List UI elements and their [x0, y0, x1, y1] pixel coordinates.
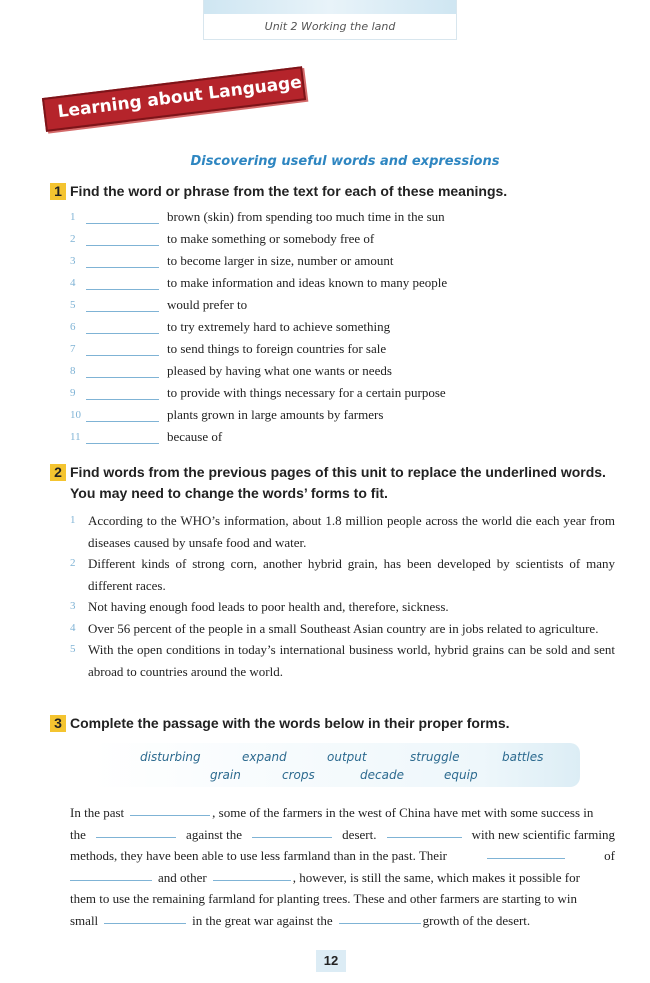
item-number: 4 [70, 621, 76, 634]
word-bank-item: decade [360, 768, 404, 782]
section-number: 1 [50, 183, 66, 200]
list-item [70, 404, 630, 426]
item-definition: to make information and ideas known to many people [167, 275, 448, 290]
word-bank-item: struggle [410, 750, 460, 764]
answer-blank[interactable] [86, 255, 159, 268]
item-number: 11 [70, 431, 81, 443]
item-sentence: Not having enough food leads to poor health and, therefore, sickness. [88, 599, 449, 614]
passage-line [70, 910, 615, 932]
item-number: 9 [70, 387, 76, 399]
item-number: 2 [70, 557, 76, 569]
section-instruction: Complete the passage with the words below in their proper forms. [70, 715, 510, 731]
list-item [70, 294, 630, 316]
section-banner [42, 66, 306, 132]
item-definition: because of [167, 429, 223, 444]
item-number: 8 [70, 365, 76, 377]
list-item [70, 206, 630, 228]
item-number: 3 [70, 255, 76, 267]
word-bank-item: output [327, 750, 367, 764]
passage-text: in the great war against the [192, 912, 333, 928]
section-instruction: Find words from the previous pages of this unit to replace the underlined words. [70, 464, 606, 480]
item-definition: pleased by having what one wants or needs [167, 363, 392, 378]
answer-blank[interactable] [86, 211, 159, 224]
unit-title: Unit 2 Working the land [264, 20, 396, 33]
item-number: 3 [70, 600, 76, 612]
word-bank-item: crops [282, 768, 315, 782]
list-item [70, 510, 615, 553]
passage-text: against the [186, 826, 243, 842]
answer-blank[interactable] [86, 365, 159, 378]
answer-blank[interactable] [86, 409, 159, 422]
item-definition: plants grown in large amounts by farmers [167, 407, 384, 422]
section-number: 2 [50, 464, 66, 481]
answer-blank[interactable] [70, 867, 152, 881]
answer-blank[interactable] [487, 845, 565, 859]
item-number: 2 [70, 233, 76, 245]
list-item [70, 360, 630, 382]
passage-line [70, 802, 615, 824]
list-item [70, 426, 630, 448]
item-number: 4 [70, 277, 76, 289]
answer-blank[interactable] [339, 910, 421, 924]
section-1-list [70, 206, 630, 448]
item-sentence: With the open conditions in today’s international business world, hybrid grains can be sold and sent abroad to countries around the world. [88, 642, 615, 679]
list-item [70, 618, 615, 640]
item-definition: brown (skin) from spending too much time in the sun [167, 209, 445, 224]
passage-text: , however, is still the same, which makes it possible for [292, 869, 580, 885]
answer-blank[interactable] [86, 233, 159, 246]
running-header [203, 0, 457, 40]
list-item [70, 250, 630, 272]
answer-blank[interactable] [213, 867, 291, 881]
passage-text: small [70, 912, 99, 928]
item-definition: to make something or somebody free of [167, 231, 375, 246]
passage-line [70, 888, 615, 910]
section-2-list [70, 510, 615, 682]
word-bank [92, 743, 580, 787]
item-number: 10 [70, 409, 81, 421]
list-item [70, 338, 630, 360]
word-bank-item: disturbing [140, 750, 201, 764]
page-subtitle: Discovering useful words and expressions [190, 154, 500, 169]
passage-text: growth of the desert. [422, 912, 531, 928]
passage-text: the [70, 826, 86, 842]
list-item [70, 382, 630, 404]
list-item [70, 272, 630, 294]
item-definition: to provide with things necessary for a certain purpose [167, 385, 446, 400]
answer-blank[interactable] [86, 431, 159, 444]
item-sentence: Different kinds of strong corn, another hybrid grain, has been developed by scientists of many different races. [88, 556, 615, 593]
passage-text: of [604, 848, 615, 863]
passage-line [70, 845, 615, 867]
word-bank-item: equip [444, 768, 478, 782]
answer-blank[interactable] [387, 824, 462, 838]
list-item [70, 316, 630, 338]
item-number: 6 [70, 321, 76, 333]
section-3-heading [50, 713, 510, 734]
item-definition: to become larger in size, number or amount [167, 253, 394, 268]
answer-blank[interactable] [86, 277, 159, 290]
word-bank-item: expand [242, 750, 287, 764]
page-number: 12 [316, 950, 346, 972]
word-bank-item: battles [502, 750, 544, 764]
passage-text: methods, they have been able to use less farmland than in the past. Their [70, 848, 448, 863]
cloze-passage [70, 802, 615, 931]
item-number: 5 [70, 299, 76, 311]
passage-text: and other [158, 869, 207, 885]
item-number: 1 [70, 514, 76, 526]
item-number: 7 [70, 343, 76, 355]
passage-text: In the past [70, 805, 125, 820]
passage-line [70, 824, 615, 846]
passage-text: with new scientific farming [471, 826, 615, 842]
answer-blank[interactable] [86, 321, 159, 334]
section-instruction-cont: You may need to change the words’ forms to fit. [70, 485, 388, 501]
section-instruction: Find the word or phrase from the text for each of these meanings. [70, 183, 508, 199]
list-item [70, 228, 630, 250]
list-item [70, 553, 615, 596]
list-item [70, 639, 615, 682]
item-number: 1 [70, 211, 76, 223]
item-number: 5 [70, 643, 76, 655]
answer-blank[interactable] [252, 824, 332, 838]
passage-line [70, 867, 615, 889]
word-bank-item: grain [210, 768, 241, 782]
answer-blank[interactable] [86, 343, 159, 356]
list-item [70, 596, 615, 618]
answer-blank[interactable] [104, 910, 186, 924]
item-definition: would prefer to [167, 297, 248, 312]
answer-blank[interactable] [86, 299, 159, 312]
item-sentence: According to the WHO’s information, about 1.8 million people across the world die each year from diseases caused by unsafe food and water. [88, 513, 615, 550]
answer-blank[interactable] [86, 387, 159, 400]
passage-text: , some of the farmers in the west of China have met with some success in [212, 805, 594, 820]
header-decoration [204, 0, 456, 14]
answer-blank[interactable] [130, 802, 210, 816]
banner-title: Learning about Language [56, 72, 303, 123]
item-definition: to send things to foreign countries for sale [167, 341, 387, 356]
section-number: 3 [50, 715, 66, 732]
item-definition: to try extremely hard to achieve something [167, 319, 391, 334]
section-2-heading [50, 462, 606, 504]
passage-text: them to use the remaining farmland for planting trees. These and other farmers are starting to win [70, 891, 577, 906]
passage-text: desert. [342, 826, 377, 842]
section-1-heading [50, 181, 507, 202]
item-sentence: Over 56 percent of the people in a small Southeast Asian country are in jobs related to agriculture. [88, 620, 599, 636]
answer-blank[interactable] [96, 824, 176, 838]
